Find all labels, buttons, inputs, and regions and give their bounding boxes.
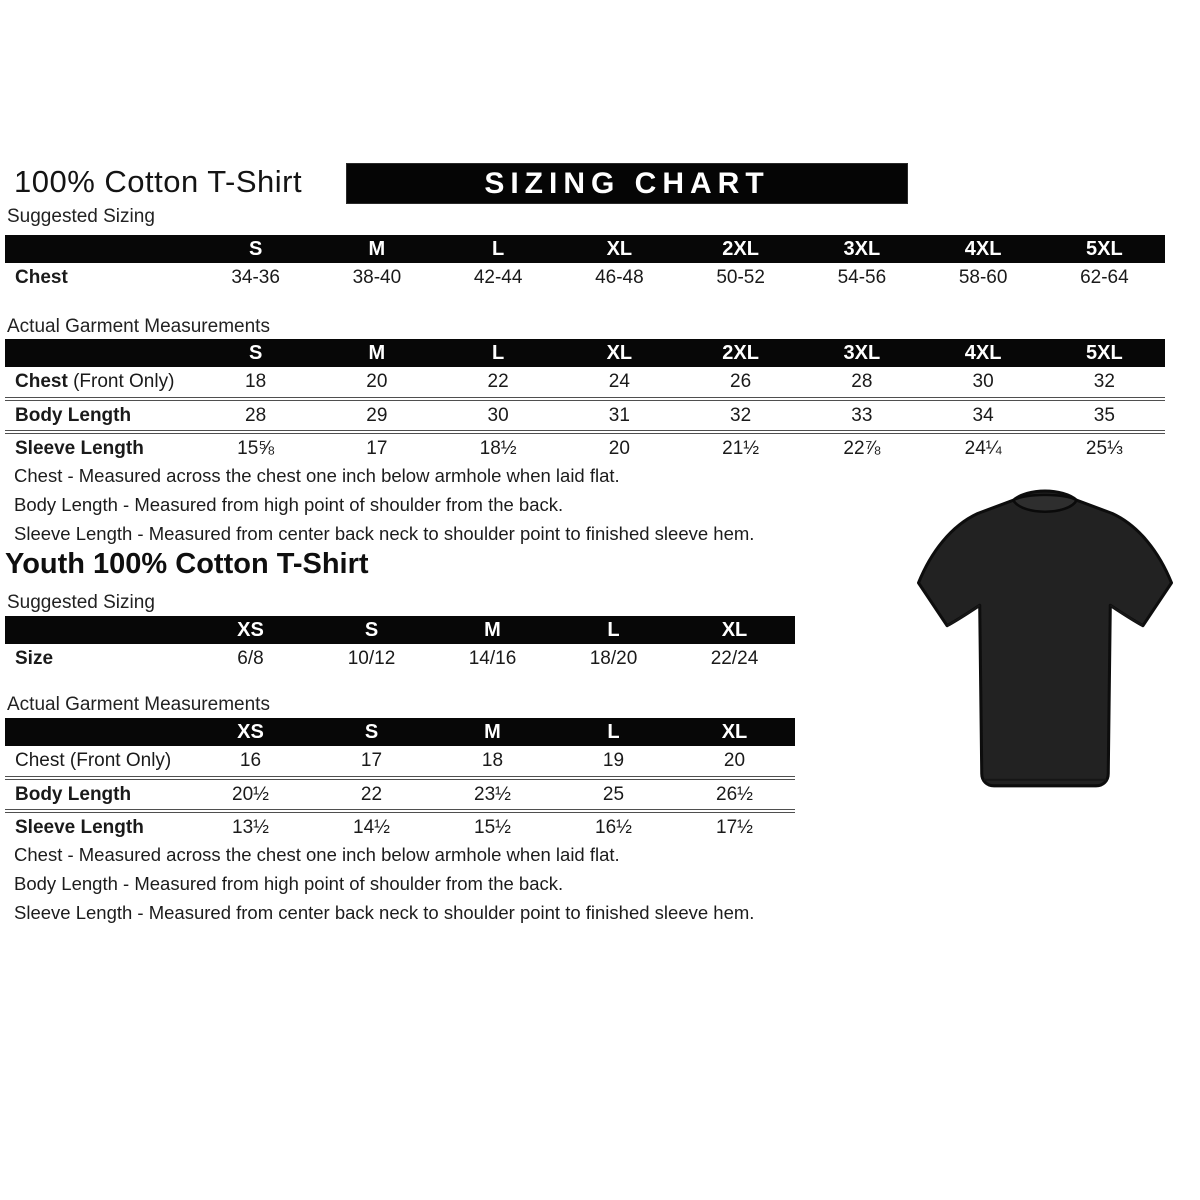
data-cell: 22 — [487, 371, 509, 392]
header-cell: XL — [721, 720, 748, 743]
youth-suggested-sizing-label: Suggested Sizing — [7, 592, 155, 613]
data-cell: 10/12 — [347, 648, 396, 669]
header-cell: XL — [606, 237, 633, 260]
data-cell: 6/8 — [237, 648, 264, 669]
data-cell: 18½ — [479, 437, 517, 459]
header-cell: S — [364, 720, 379, 743]
data-cell: 29 — [366, 404, 388, 426]
header-cell: S — [248, 237, 263, 260]
youth-actual-measurements-label: Actual Garment Measurements — [7, 694, 270, 715]
youth-suggested-sizing-table — [5, 616, 795, 674]
table-row-size — [5, 644, 795, 674]
data-cell: 14½ — [353, 816, 390, 838]
header-cell: XS — [237, 618, 264, 641]
data-cell: 46-48 — [595, 267, 644, 288]
data-cell: 50-52 — [716, 267, 765, 288]
data-cell: 28 — [245, 404, 267, 426]
adult-suggested-sizing-table — [5, 235, 1165, 293]
row-label — [5, 784, 190, 806]
data-cell: 17 — [360, 750, 383, 771]
header-cell: S — [364, 618, 379, 641]
data-cell: 32 — [730, 404, 752, 426]
header-cell: S — [248, 341, 263, 364]
data-cell: 23½ — [474, 783, 511, 805]
data-cell: 34 — [972, 404, 994, 426]
data-cell: 16 — [239, 750, 262, 771]
data-cell: 34-36 — [231, 267, 280, 288]
data-cell: 58-60 — [958, 267, 1008, 288]
data-cell: 13½ — [232, 816, 269, 838]
data-cell: 17½ — [716, 816, 753, 838]
header-cell: 3XL — [843, 237, 881, 260]
data-cell: 21½ — [722, 437, 760, 459]
data-cell: 42-44 — [473, 267, 523, 288]
row-label — [5, 405, 195, 427]
row-label-text: Chest — [15, 267, 68, 288]
data-cell: 18 — [481, 750, 504, 771]
data-cell: 24¼ — [964, 437, 1002, 459]
data-cell: 38-40 — [352, 267, 402, 288]
data-cell: 26½ — [716, 783, 753, 805]
row-label — [5, 267, 195, 289]
table-row-body-length — [5, 397, 1165, 430]
header-cell: 2XL — [722, 341, 759, 364]
data-cell: 25⅓ — [1085, 437, 1123, 459]
data-cell: 32 — [1093, 371, 1115, 392]
header-cell: M — [484, 618, 501, 641]
adult-actual-measurements-label: Actual Garment Measurements — [7, 316, 270, 337]
row-label — [5, 438, 195, 460]
row-label — [5, 817, 190, 839]
data-cell: 20 — [723, 750, 746, 771]
note-sleeve-length: Sleeve Length - Measured from center back neck to shoulder point to finished sleeve hem. — [14, 523, 755, 544]
data-cell: 33 — [851, 404, 873, 426]
adult-actual-measurements-table — [5, 339, 1165, 463]
note-sleeve-length: Sleeve Length - Measured from center back neck to shoulder point to finished sleeve hem. — [14, 902, 755, 923]
table-header-row — [5, 339, 1165, 367]
data-cell: 35 — [1093, 404, 1115, 426]
table-row-sleeve-length — [5, 809, 795, 842]
note-body-length: Body Length - Measured from high point of shoulder from the back. — [14, 873, 564, 894]
data-cell: 18 — [245, 371, 267, 392]
tshirt-graphic — [892, 472, 1198, 810]
data-cell: 22⅞ — [843, 437, 881, 459]
header-cell: L — [607, 720, 620, 743]
table-row-chest — [5, 746, 795, 776]
data-cell: 31 — [608, 404, 630, 426]
header-cell: XL — [606, 341, 633, 364]
data-cell: 30 — [972, 371, 994, 392]
page-title: 100% Cotton T-Shirt — [14, 164, 303, 199]
data-cell: 22/24 — [710, 648, 759, 669]
row-label — [5, 750, 190, 772]
table-row-chest — [5, 263, 1165, 293]
table-header-row — [5, 718, 795, 746]
data-cell: 30 — [487, 404, 509, 426]
note-body-length: Body Length - Measured from high point of shoulder from the back. — [14, 494, 564, 515]
data-cell: 16½ — [595, 816, 632, 838]
data-cell: 26 — [730, 371, 752, 392]
data-cell: 14/16 — [468, 648, 517, 669]
data-cell: 20½ — [232, 783, 269, 805]
header-cell: L — [492, 341, 505, 364]
row-label-text: Body Length — [15, 783, 132, 805]
data-cell: 17 — [366, 437, 388, 459]
data-cell: 15⅝ — [237, 437, 275, 459]
data-cell: 28 — [851, 371, 873, 392]
row-label-text: Chest — [15, 371, 68, 392]
data-cell: 22 — [360, 783, 383, 805]
row-label-text: Body Length — [15, 404, 132, 426]
header-cell: M — [484, 720, 501, 743]
data-cell: 25 — [602, 783, 625, 805]
data-cell: 24 — [608, 371, 630, 392]
adult-suggested-sizing-label: Suggested Sizing — [7, 206, 155, 227]
data-cell: 19 — [602, 750, 625, 771]
sizing-chart-banner: SIZING CHART — [346, 163, 908, 204]
header-cell: 3XL — [843, 341, 881, 364]
row-label — [5, 371, 195, 393]
table-row-chest — [5, 367, 1165, 397]
header-cell: M — [368, 341, 386, 364]
row-label-note: (Front Only) — [67, 371, 175, 392]
header-cell: XL — [721, 618, 748, 641]
data-cell: 15½ — [474, 816, 511, 838]
row-label-text: Size — [15, 648, 54, 669]
note-chest: Chest - Measured across the chest one inch below armhole when laid flat. — [14, 844, 620, 865]
header-cell: XS — [237, 720, 264, 743]
youth-section-title: Youth 100% Cotton T-Shirt — [5, 548, 369, 580]
header-cell: 4XL — [964, 341, 1002, 364]
data-cell: 20 — [366, 371, 388, 392]
table-row-body-length — [5, 776, 795, 809]
table-row-sleeve-length — [5, 430, 1165, 463]
row-label — [5, 648, 190, 670]
header-cell: 2XL — [722, 237, 759, 260]
table-header-row — [5, 235, 1165, 263]
data-cell: 18/20 — [589, 648, 638, 669]
table-header-row — [5, 616, 795, 644]
note-chest: Chest - Measured across the chest one inch below armhole when laid flat. — [14, 465, 620, 486]
header-cell: 5XL — [1086, 341, 1123, 364]
youth-actual-measurements-table — [5, 718, 795, 842]
youth-measurement-notes — [14, 840, 814, 927]
data-cell: 20 — [608, 437, 630, 459]
header-cell: L — [492, 237, 505, 260]
row-label-text: Sleeve Length — [15, 816, 144, 838]
header-cell: L — [607, 618, 620, 641]
black-tshirt-image — [892, 472, 1198, 810]
data-cell: 54-56 — [837, 267, 887, 288]
header-cell: 5XL — [1086, 237, 1123, 260]
adult-measurement-notes — [14, 461, 814, 548]
row-label-note: Chest (Front Only) — [15, 750, 172, 771]
data-cell: 62-64 — [1080, 267, 1129, 288]
row-label-text: Sleeve Length — [15, 437, 144, 459]
header-cell: M — [368, 237, 386, 260]
header-cell: 4XL — [964, 237, 1002, 260]
